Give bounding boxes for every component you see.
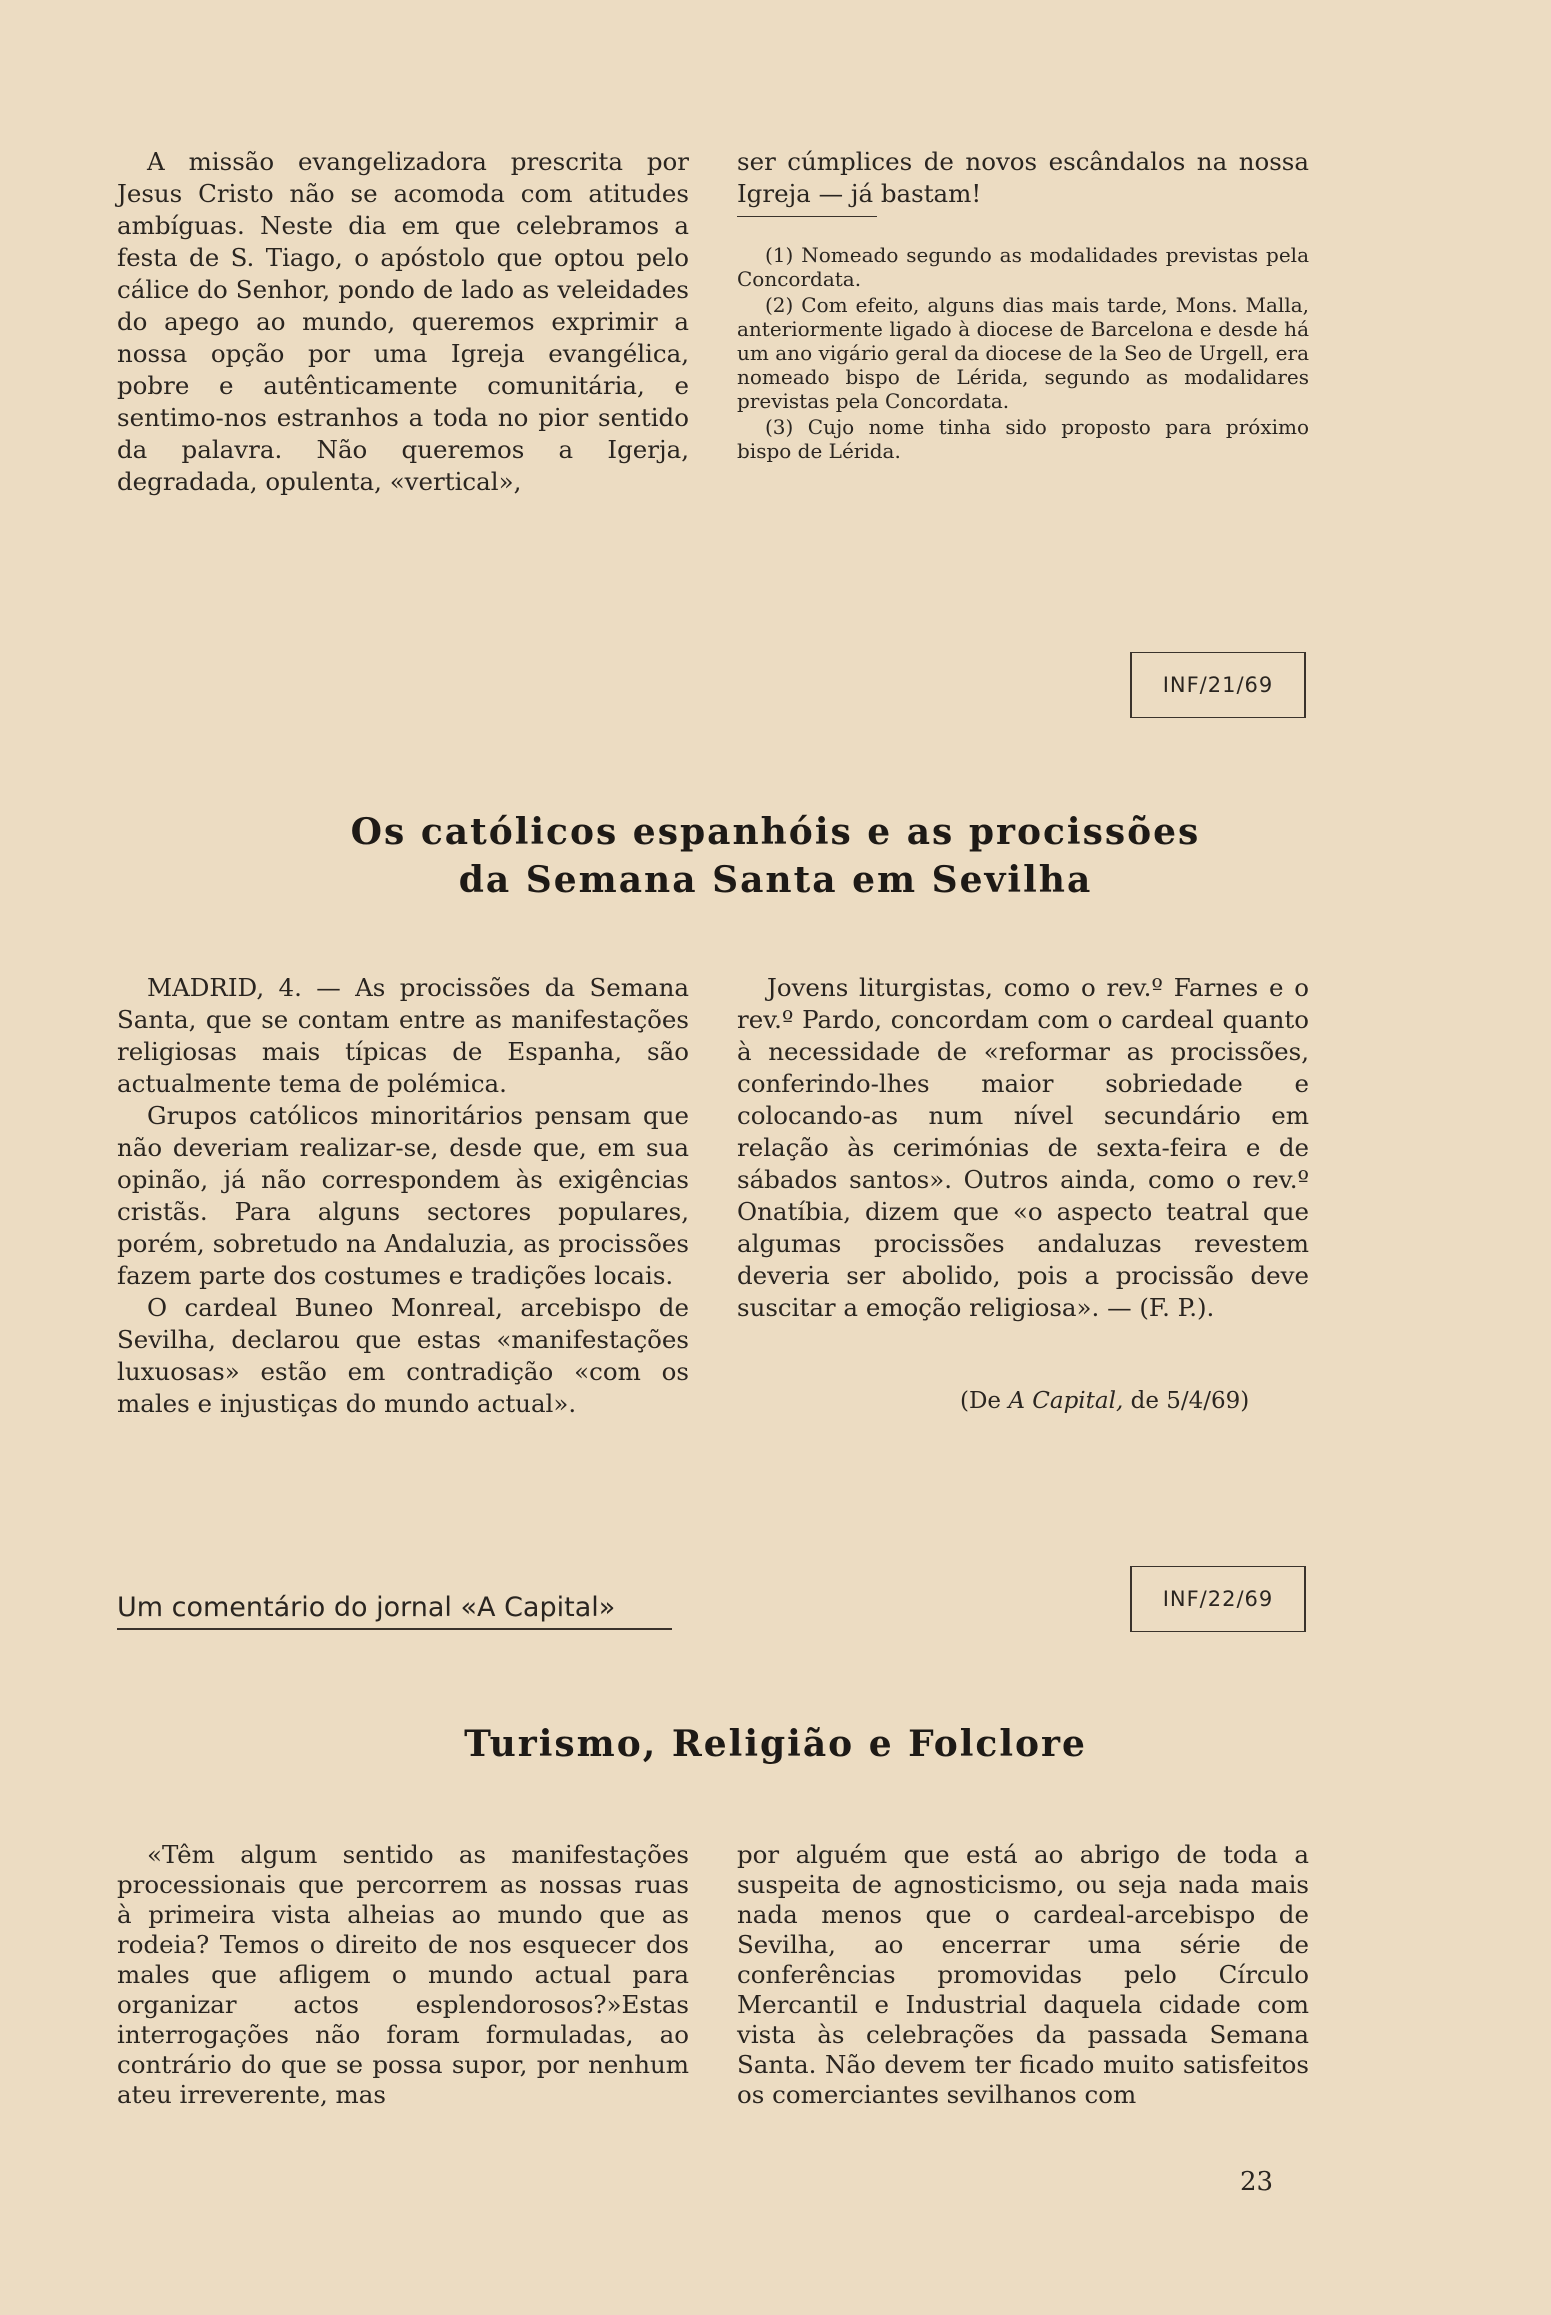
article2-paragraph: por alguém que está ao abrigo de toda a suspeita de agnosticismo, ou seja nada mais nada menos que o cardeal-arcebispo de Sevilha, ao encerrar uma série de conferências promovidas pelo Círculo Mercantil e Industrial daquela cidade com vista às celebrações da passada Semana Santa. Não devem ter ficado muito satisfeitos os comerciantes sevilhanos com: [737, 1840, 1309, 2109]
footnote-2: [737, 293, 1309, 413]
footnote-rule: [737, 216, 877, 217]
footnote-1: [737, 243, 1309, 291]
article1-source: (De A Capital, de 5/4/69): [960, 1388, 1250, 1414]
footnote-3: [737, 415, 1309, 463]
top-left-paragraph: A missão evangelizadora prescrita por Jesus Cristo não se acomoda com atitudes ambíguas. Neste dia em que celebramos a festa de S. Tiago, o apóstolo que optou pelo cálice do Senhor, pondo de lado as veleidades do apego ao mundo, queremos exprimir a nossa opção por uma Igreja evangélica, pobre e autênticamente comunitária, e sentimo-nos estranhos a toda no pior sentido da palavra. Não queremos a Igerja, degradada, opulenta, «vertical»,: [117, 147, 689, 496]
article1-right-column: [737, 972, 1309, 1324]
article1-headline: [0, 808, 1551, 904]
page-number: 23: [1240, 2167, 1274, 2197]
top-right-paragraph: ser cúmplices de novos escândalos na nossa Igreja — já bastam!: [737, 147, 1309, 208]
footnote-marker: (3): [765, 415, 794, 439]
footnote-marker: (1): [765, 243, 794, 267]
article1-title-line2: da Semana Santa em Sevilha: [458, 859, 1093, 901]
footnote-text: Com efeito, alguns dias mais tarde, Mons. Malla, anteriormente ligado à diocese de Barcelona e desde há um ano vigário geral da diocese de la Seo de Urgell, era nomeado bispo de Lérida, segundo as modalidares previstas pela Concordata.: [737, 293, 1309, 413]
article2-headline: [0, 1720, 1551, 1768]
article1-title-line1: Os católicos espanhóis e as procissões: [350, 811, 1201, 853]
article1-paragraph: Jovens liturgistas, como o rev.º Farnes e o rev.º Pardo, concordam com o cardeal quanto à necessidade de «reformar as procissões, conferindo-lhes maior sobriedade e colocando-as num nível secundário em relação às cerimónias de sexta-feira e de sábados santos». Outros ainda, como o rev.º Onatíbia, dizem que «o aspecto teatral que algumas procissões andaluzas revestem deveria ser abolido, pois a procissão deve suscitar a emoção religiosa». — (F. P.).: [737, 973, 1309, 1322]
article2-title: Turismo, Religião e Folclore: [464, 1723, 1087, 1765]
article-tag-inf-21: INF/21/69: [1130, 652, 1306, 718]
footnote-text: Nomeado segundo as modalidades previstas pela Concordata.: [737, 243, 1310, 291]
article2-paragraph: «Têm algum sentido as manifestações processionais que percorrem as nossas ruas à primeira vista alheias ao mundo que as rodeia? Temos o direito de nos esquecer dos males que afligem o mundo actual para organizar actos esplendorosos?»Estas interrogações não foram formuladas, ao contrário do que se possa supor, por nenhum ateu irreverente, mas: [117, 1840, 689, 2109]
article-tag-inf-22: INF/22/69: [1130, 1566, 1306, 1632]
article2-left-column: [117, 1840, 689, 2110]
article1-paragraph: Grupos católicos minoritários pensam que não deveriam realizar-se, desde que, em sua opinão, já não correspondem às exigências cristãs. Para alguns sectores populares, porém, sobretudo na Andaluzia, as procissões fazem parte dos costumes e tradições locais.: [117, 1101, 689, 1290]
article1-paragraph: MADRID, 4. — As procissões da Semana Santa, que se contam entre as manifestações religiosas mais típicas de Espanha, são actualmente tema de polémica.: [117, 973, 689, 1098]
article2-kicker: Um comentário do jornal «A Capital»: [117, 1590, 672, 1630]
footnote-text: Cujo nome tinha sido proposto para próximo bispo de Lérida.: [737, 415, 1309, 463]
footnote-marker: (2): [765, 293, 794, 317]
article2-right-column: [737, 1840, 1309, 2110]
article1-paragraph: O cardeal Buneo Monreal, arcebispo de Sevilha, declarou que estas «manifestações luxuosas» estão em contradição «com os males e injustiças do mundo actual».: [117, 1293, 689, 1418]
source-newspaper: A Capital,: [1008, 1388, 1124, 1414]
top-left-column: [117, 146, 689, 498]
article1-left-column: [117, 972, 689, 1420]
top-right-column: [737, 146, 1309, 465]
footnotes: [737, 216, 1309, 463]
